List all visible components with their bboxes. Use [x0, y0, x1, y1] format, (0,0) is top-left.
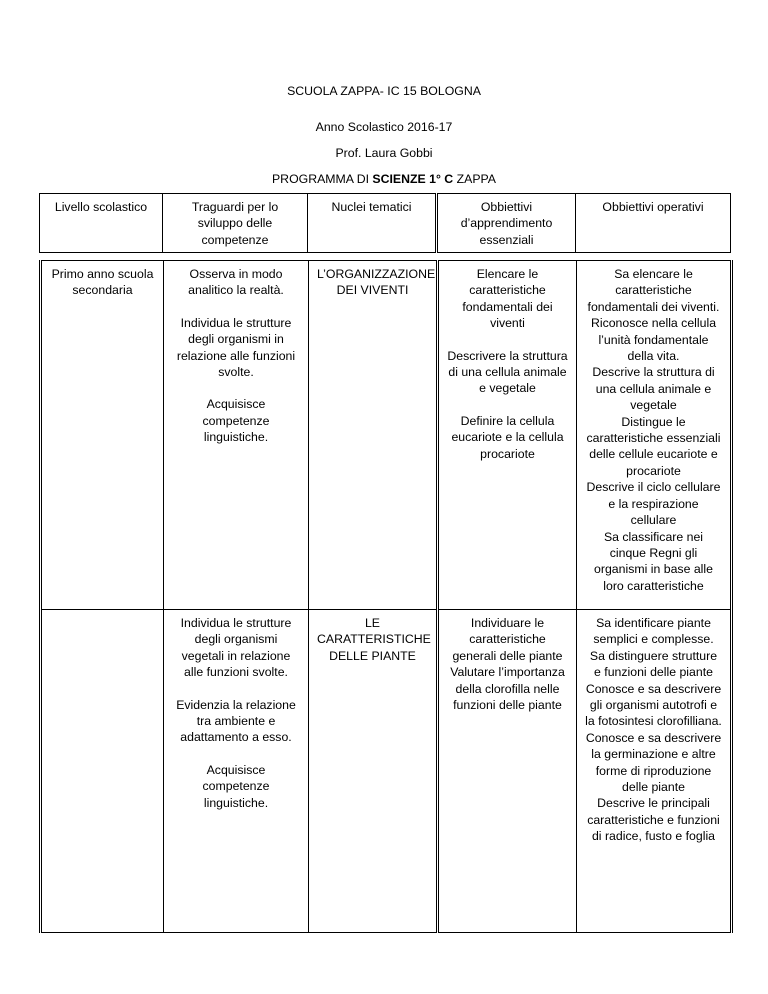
cell-nucleo: LE CARATTERISTICHE DELLE PIANTE: [309, 610, 438, 933]
cell-operativi: [577, 610, 732, 933]
operativo-item: Sa identificare piante semplici e complesse.: [593, 616, 714, 647]
operativo-item: Sa classificare nei cinque Regni gli organismi in base alle loro caratteristiche: [594, 529, 713, 593]
operativo-item: Sa distinguere strutture e funzioni delle piante: [589, 648, 718, 680]
traguardo-item: Evidenzia la relazione tra ambiente e adattamento a esso.: [176, 697, 296, 745]
program-suffix: ZAPPA: [453, 172, 497, 186]
obiettivo-item: Definire la cellula eucariote e la cellula procariote: [451, 413, 564, 461]
school-year: Anno Scolastico 2016-17: [315, 120, 453, 134]
operativo-item: Conosce e sa descrivere gli organismi autotrofi e la fotosintesi clorofilliana.: [585, 681, 722, 729]
obiettivo-item: Individuare le caratteristiche generali delle piante: [452, 616, 563, 663]
col-operativi: Obbiettivi operativi: [576, 194, 731, 253]
traguardo-item: Individua le strutture degli organismi in relazione alle funzioni svolte.: [176, 315, 296, 380]
traguardo-item: Individua le strutture degli organismi vegetali in relazione alle funzioni svolte.: [180, 616, 292, 680]
cell-obiettivi: [438, 261, 577, 610]
cell-nucleo: L’ORGANIZZAZIONE DEI VIVENTI: [309, 261, 438, 610]
table-row: [41, 261, 732, 610]
col-nuclei: Nuclei tematici: [308, 194, 437, 253]
program-title: [0, 172, 768, 187]
column-headers: [40, 194, 731, 253]
program-table: [39, 260, 733, 933]
col-obiettivi: Obbiettivi d’apprendimento essenziali: [437, 194, 576, 253]
traguardo-item: Osserva in modo analitico la realtà.: [188, 267, 284, 298]
cell-traguardi: [164, 610, 309, 933]
traguardo-item: Acquisisce competenze linguistiche.: [202, 397, 270, 445]
operativo-item: Distingue le caratteristiche essenziali delle cellule eucariote e procariote: [586, 414, 721, 478]
col-livello: Livello scolastico: [40, 194, 163, 253]
obiettivo-item: Descrivere la struttura di una cellula animale e vegetale: [447, 348, 568, 396]
operativo-item: Descrive le principali caratteristiche e funzioni di radice, fusto e foglia: [587, 796, 720, 844]
traguardo-item: Acquisisce competenze linguistiche.: [202, 762, 270, 810]
program-prefix: PROGRAMMA DI: [271, 172, 373, 186]
obiettivo-item: Elencare le caratteristiche fondamentali dei viventi: [462, 267, 553, 331]
col-traguardi: Traguardi per lo sviluppo delle competenze: [163, 194, 308, 253]
teacher-name: Prof. Laura Gobbi: [335, 146, 433, 160]
operativo-item: Sa elencare le caratteristiche fondamentali dei viventi.: [587, 267, 720, 314]
cell-livello: Primo anno scuola secondaria: [41, 261, 164, 610]
operativo-item: Descrive la struttura di una cellula animale e vegetale: [592, 365, 715, 413]
cell-livello: [41, 610, 164, 933]
operativo-item: Conosce e sa descrivere la germinazione e altre forme di riproduzione delle piante: [585, 730, 722, 795]
cell-traguardi: [164, 261, 309, 610]
school-title: SCUOLA ZAPPA- IC 15 BOLOGNA: [287, 84, 481, 98]
operativo-item: Riconosce nella cellula l’unità fondamentale della vita.: [590, 316, 717, 364]
header-table: [39, 193, 731, 253]
program-subject: SCIENZE 1° C: [372, 172, 454, 186]
operativo-item: Descrive il ciclo cellulare e la respirazione cellulare: [586, 480, 721, 528]
cell-obiettivi: [438, 610, 577, 933]
table-row: [41, 610, 732, 933]
cell-operativi: [577, 261, 732, 610]
obiettivo-item: Valutare l’importanza della clorofilla nelle funzioni delle piante: [450, 665, 565, 713]
